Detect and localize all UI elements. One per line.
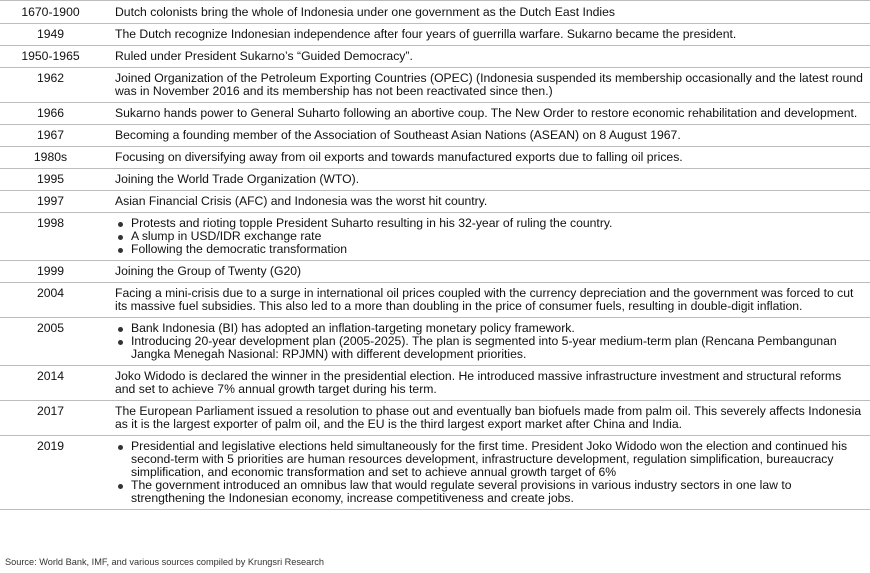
year-cell: 2004 xyxy=(0,283,107,318)
timeline-row xyxy=(0,366,870,401)
timeline-row xyxy=(0,147,870,169)
year-cell: 1995 xyxy=(0,169,107,191)
year-cell: 2005 xyxy=(0,318,107,366)
year-cell: 1997 xyxy=(0,191,107,213)
timeline-row xyxy=(0,283,870,318)
event-cell xyxy=(107,318,870,366)
event-bullet-list xyxy=(115,440,864,505)
timeline-row xyxy=(0,191,870,213)
year-cell: 1949 xyxy=(0,24,107,46)
year-cell: 1980s xyxy=(0,147,107,169)
event-cell: The Dutch recognize Indonesian independence after four years of guerrilla warfare. Sukarno became the president. xyxy=(107,24,870,46)
event-bullet-list xyxy=(115,322,864,361)
timeline-row xyxy=(0,213,870,261)
source-note: Source: World Bank, IMF, and various sources compiled by Krungsri Research xyxy=(5,557,324,567)
event-cell: Becoming a founding member of the Association of Southeast Asian Nations (ASEAN) on 8 August 1967. xyxy=(107,125,870,147)
event-cell: Joining the Group of Twenty (G20) xyxy=(107,261,870,283)
year-cell: 2014 xyxy=(0,366,107,401)
year-cell: 1962 xyxy=(0,68,107,103)
year-cell: 1966 xyxy=(0,103,107,125)
event-cell: Dutch colonists bring the whole of Indonesia under one government as the Dutch East Indies xyxy=(107,1,870,24)
event-bullet-item: Following the democratic transformation xyxy=(115,243,864,256)
timeline-row xyxy=(0,46,870,68)
year-cell: 1670-1900 xyxy=(0,1,107,24)
year-cell: 2017 xyxy=(0,401,107,436)
event-cell: Joining the World Trade Organization (WTO). xyxy=(107,169,870,191)
timeline-row xyxy=(0,169,870,191)
timeline-row xyxy=(0,1,870,24)
event-cell: Focusing on diversifying away from oil exports and towards manufactured exports due to falling oil prices. xyxy=(107,147,870,169)
timeline-row xyxy=(0,261,870,283)
event-bullet-item: A slump in USD/IDR exchange rate xyxy=(115,230,864,243)
event-cell: Asian Financial Crisis (AFC) and Indonesia was the worst hit country. xyxy=(107,191,870,213)
event-bullet-list xyxy=(115,217,864,256)
timeline-row xyxy=(0,24,870,46)
year-cell: 1999 xyxy=(0,261,107,283)
event-cell xyxy=(107,436,870,510)
timeline-row xyxy=(0,125,870,147)
year-cell: 1950-1965 xyxy=(0,46,107,68)
event-bullet-item: Bank Indonesia (BI) has adopted an inflation-targeting monetary policy framework. xyxy=(115,322,864,335)
event-bullet-item: Protests and rioting topple President Suharto resulting in his 32-year of ruling the country. xyxy=(115,217,864,230)
year-cell: 2019 xyxy=(0,436,107,510)
event-cell: Joko Widodo is declared the winner in the presidential election. He introduced massive infrastructure investment and structural reforms and set to achieve 7% annual growth target during his term. xyxy=(107,366,870,401)
event-bullet-item: Introducing 20-year development plan (2005-2025). The plan is segmented into 5-year medium-term plan (Rencana Pembangunan Jangka Menegah Nasional: RPJMN) with different development priorities. xyxy=(115,335,864,361)
event-cell xyxy=(107,213,870,261)
timeline-row xyxy=(0,318,870,366)
event-cell: Joined Organization of the Petroleum Exporting Countries (OPEC) (Indonesia suspended its membership occasionally and the latest round was in November 2016 and its membership has not been reactivated since then.) xyxy=(107,68,870,103)
event-cell: Ruled under President Sukarno’s “Guided Democracy”. xyxy=(107,46,870,68)
event-cell: Facing a mini-crisis due to a surge in international oil prices coupled with the currency depreciation and the government was forced to cut its massive fuel subsidies. This also led to a more than doubling in the price of consumer fuels, resulting in double-digit inflation. xyxy=(107,283,870,318)
timeline-body xyxy=(0,1,870,510)
event-bullet-item: The government introduced an omnibus law that would regulate several provisions in various industry sectors in one law to strengthening the Indonesian economy, increase competitiveness and create jobs. xyxy=(115,479,864,505)
timeline-row xyxy=(0,436,870,510)
timeline-row xyxy=(0,401,870,436)
timeline-row xyxy=(0,68,870,103)
event-cell: The European Parliament issued a resolution to phase out and eventually ban biofuels made from palm oil. This severely affects Indonesia as it is the largest exporter of palm oil, and the EU is the third largest export market after China and India. xyxy=(107,401,870,436)
year-cell: 1998 xyxy=(0,213,107,261)
event-bullet-item: Presidential and legislative elections held simultaneously for the first time. President Joko Widodo won the election and continued his second-term with 5 priorities are human resources development, infrastructure development, regulation simplification, bureaucracy simplification, and economic transformation and set to achieve annual growth target of 6% xyxy=(115,440,864,479)
event-cell: Sukarno hands power to General Suharto following an abortive coup. The New Order to restore economic rehabilitation and development. xyxy=(107,103,870,125)
year-cell: 1967 xyxy=(0,125,107,147)
timeline-row xyxy=(0,103,870,125)
